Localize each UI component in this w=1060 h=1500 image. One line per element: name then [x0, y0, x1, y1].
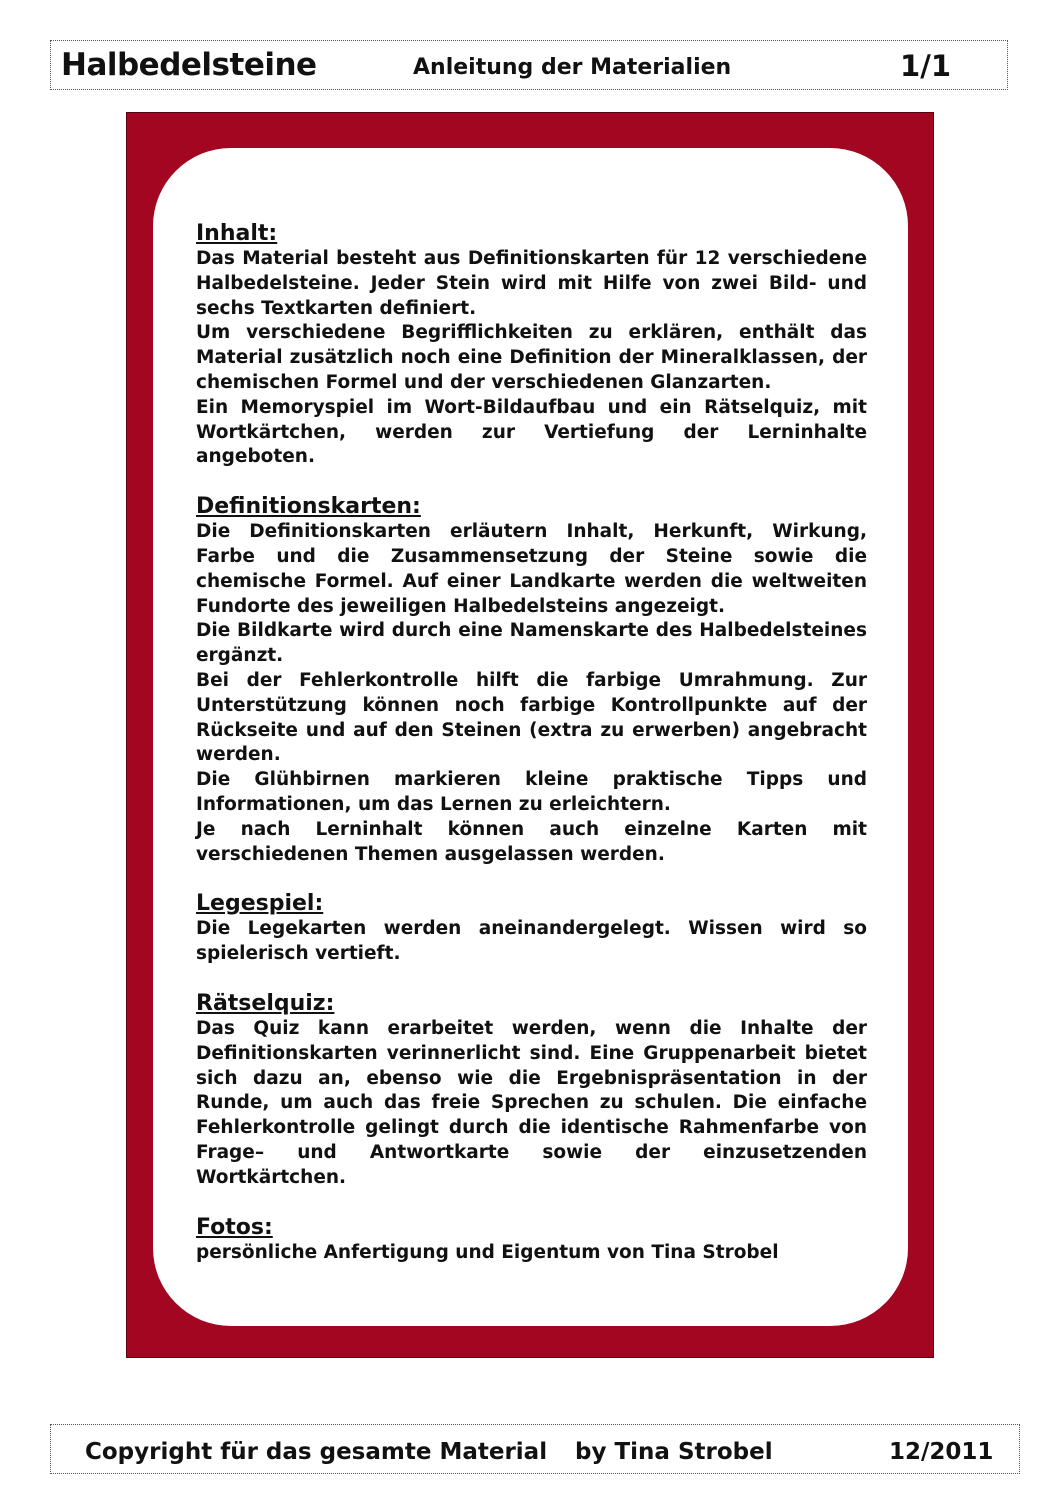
paragraph: Ein Memoryspiel im Wort-Bildaufbau und ein Rätselquiz, mit Wortkärtchen, werden zur Vertiefung der Lerninhalte angeboten. — [196, 396, 867, 468]
section-legespiel — [196, 891, 867, 967]
paragraph: Das Material besteht aus Definitionskarten für 12 verschiedene Halbedelsteine. Jeder Stein wird mit Hilfe von zwei Bild- und sechs Textkarten definiert. — [196, 248, 867, 319]
white-card — [153, 148, 908, 1326]
document-subtitle: Anleitung der Materialien — [413, 55, 732, 80]
card-content — [196, 221, 867, 1265]
section-fotos — [196, 1215, 867, 1266]
section-title: Rätselquiz: — [196, 990, 335, 1016]
page-number: 1/1 — [900, 49, 951, 83]
paragraph: Die Glühbirnen markieren kleine praktische Tipps und Informationen, um das Lernen zu erleichtern. — [196, 769, 867, 815]
section-title: Fotos: — [196, 1214, 273, 1240]
page-header — [50, 40, 1008, 90]
page-footer — [50, 1424, 1020, 1474]
section-raetselquiz — [196, 991, 867, 1191]
paragraph: Je nach Lerninhalt können auch einzelne Karten mit verschiedenen Themen ausgelassen werden. — [196, 818, 867, 865]
section-definitionskarten — [196, 494, 867, 867]
document-title: Halbedelsteine — [61, 47, 317, 83]
paragraph: persönliche Anfertigung und Eigentum von Tina Strobel — [196, 1241, 779, 1263]
section-title: Legespiel: — [196, 891, 324, 917]
paragraph: Um verschiedene Begrifflichkeiten zu erklären, enthält das Material zusätzlich noch eine Definition der Mineralklassen, der chemischen Formel und der verschiedenen Glanzarten. — [196, 322, 867, 393]
paragraph: Das Quiz kann erarbeitet werden, wenn die Inhalte der Definitionskarten verinnerlicht sind. Eine Gruppenarbeit bietet sich dazu an, ebenso wie die Ergebnispräsentation in der Runde, um auch das freie Sprechen zu schulen. Die einfache Fehlerkontrolle gelingt durch die identische Rahmenfarbe von Frage– und Antwortkarte sowie der einzusetzenden Wortkärtchen. — [196, 1017, 867, 1188]
section-title: Inhalt: — [196, 221, 278, 246]
paragraph: Die Legekarten werden aneinandergelegt. Wissen wird so spielerisch vertieft. — [196, 918, 867, 965]
paragraph: Die Bildkarte wird durch eine Namenskarte des Halbedelsteines ergänzt. — [196, 620, 867, 667]
paragraph: Die Definitionskarten erläutern Inhalt, Herkunft, Wirkung, Farbe und die Zusammensetzung der Steine sowie die chemische Formel. Auf einer Landkarte werden die weltweiten Fundorte des jeweiligen Halbedelsteins angezeigt. — [196, 521, 867, 617]
section-inhalt — [196, 221, 867, 470]
copyright-text: Copyright für das gesamte Material — [85, 1439, 548, 1465]
red-card-frame — [126, 112, 934, 1358]
date-text: 12/2011 — [889, 1439, 994, 1465]
paragraph: Bei der Fehlerkontrolle hilft die farbige Umrahmung. Zur Unterstützung können noch farbige Kontrollpunkte auf der Rückseite und auf den Steinen (extra zu erwerben) angebracht werden. — [196, 669, 867, 766]
section-title: Definitionskarten: — [196, 494, 421, 520]
author-text: by Tina Strobel — [575, 1439, 773, 1465]
